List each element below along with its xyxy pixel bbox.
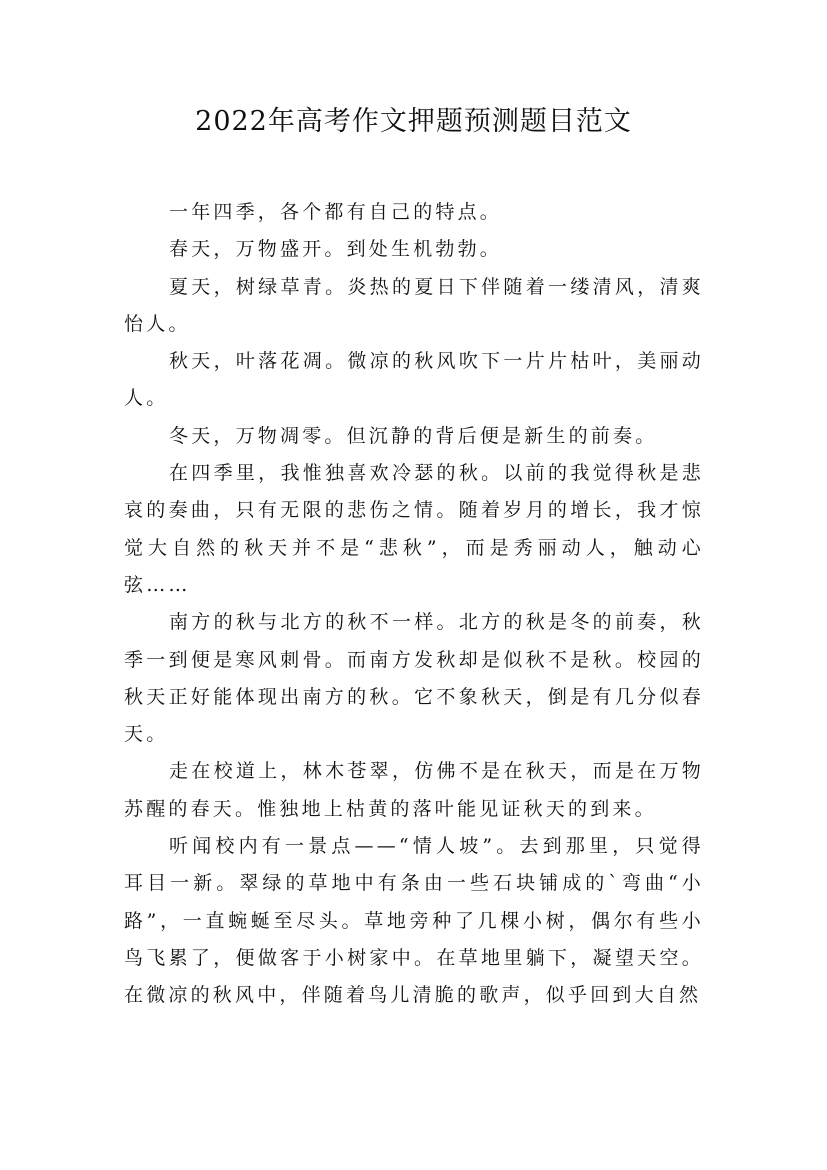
paragraph-5: 冬天，万物凋零。但沉静的背后便是新生的前奏。 [169, 424, 658, 447]
document-title: 2022年高考作文押题预测题目范文 [195, 106, 632, 137]
paragraph-4: 秋天，叶落花凋。微凉的秋风吹下一片片枯叶，美丽动人。 [124, 350, 704, 410]
document-body [124, 194, 704, 1015]
paragraph-2: 春天，万物盛开。到处生机勃勃。 [169, 238, 503, 261]
paragraph-7: 南方的秋与北方的秋不一样。北方的秋是冬的前奏，秋季一到便是寒风刺骨。而南方发秋却是似秋不是秋。校园的秋天正好能体现出南方的秋。它不象秋天，倒是有几分似春天。 [124, 611, 704, 746]
paragraph-9: 听闻校内有一景点——“情人坡”。去到那里，只觉得耳目一新。翠绿的草地中有条由一些石块铺成的`弯曲“小路”，一直蜿蜒至尽头。草地旁种了几棵小树，偶尔有些小鸟飞累了，便做客于小树家中。在草地里躺下，凝望天空。在微凉的秋风中，伴随着鸟儿清脆的歌声，似乎回到大自然 [124, 835, 704, 1007]
paragraph-3: 夏天，树绿草青。炎热的夏日下伴随着一缕清风，清爽怡人。 [124, 275, 704, 335]
paragraph-1: 一年四季，各个都有自己的特点。 [169, 201, 503, 223]
paragraph-6: 在四季里，我惟独喜欢冷瑟的秋。以前的我觉得秋是悲哀的奏曲，只有无限的悲伤之情。随着岁月的增长，我才惊觉大自然的秋天并不是“悲秋”，而是秀丽动人，触动心弦…… [124, 462, 704, 596]
paragraph-8: 走在校道上，林木苍翠，仿佛不是在秋天，而是在万物苏醒的春天。惟独地上枯黄的落叶能见证秋天的到来。 [124, 760, 704, 820]
